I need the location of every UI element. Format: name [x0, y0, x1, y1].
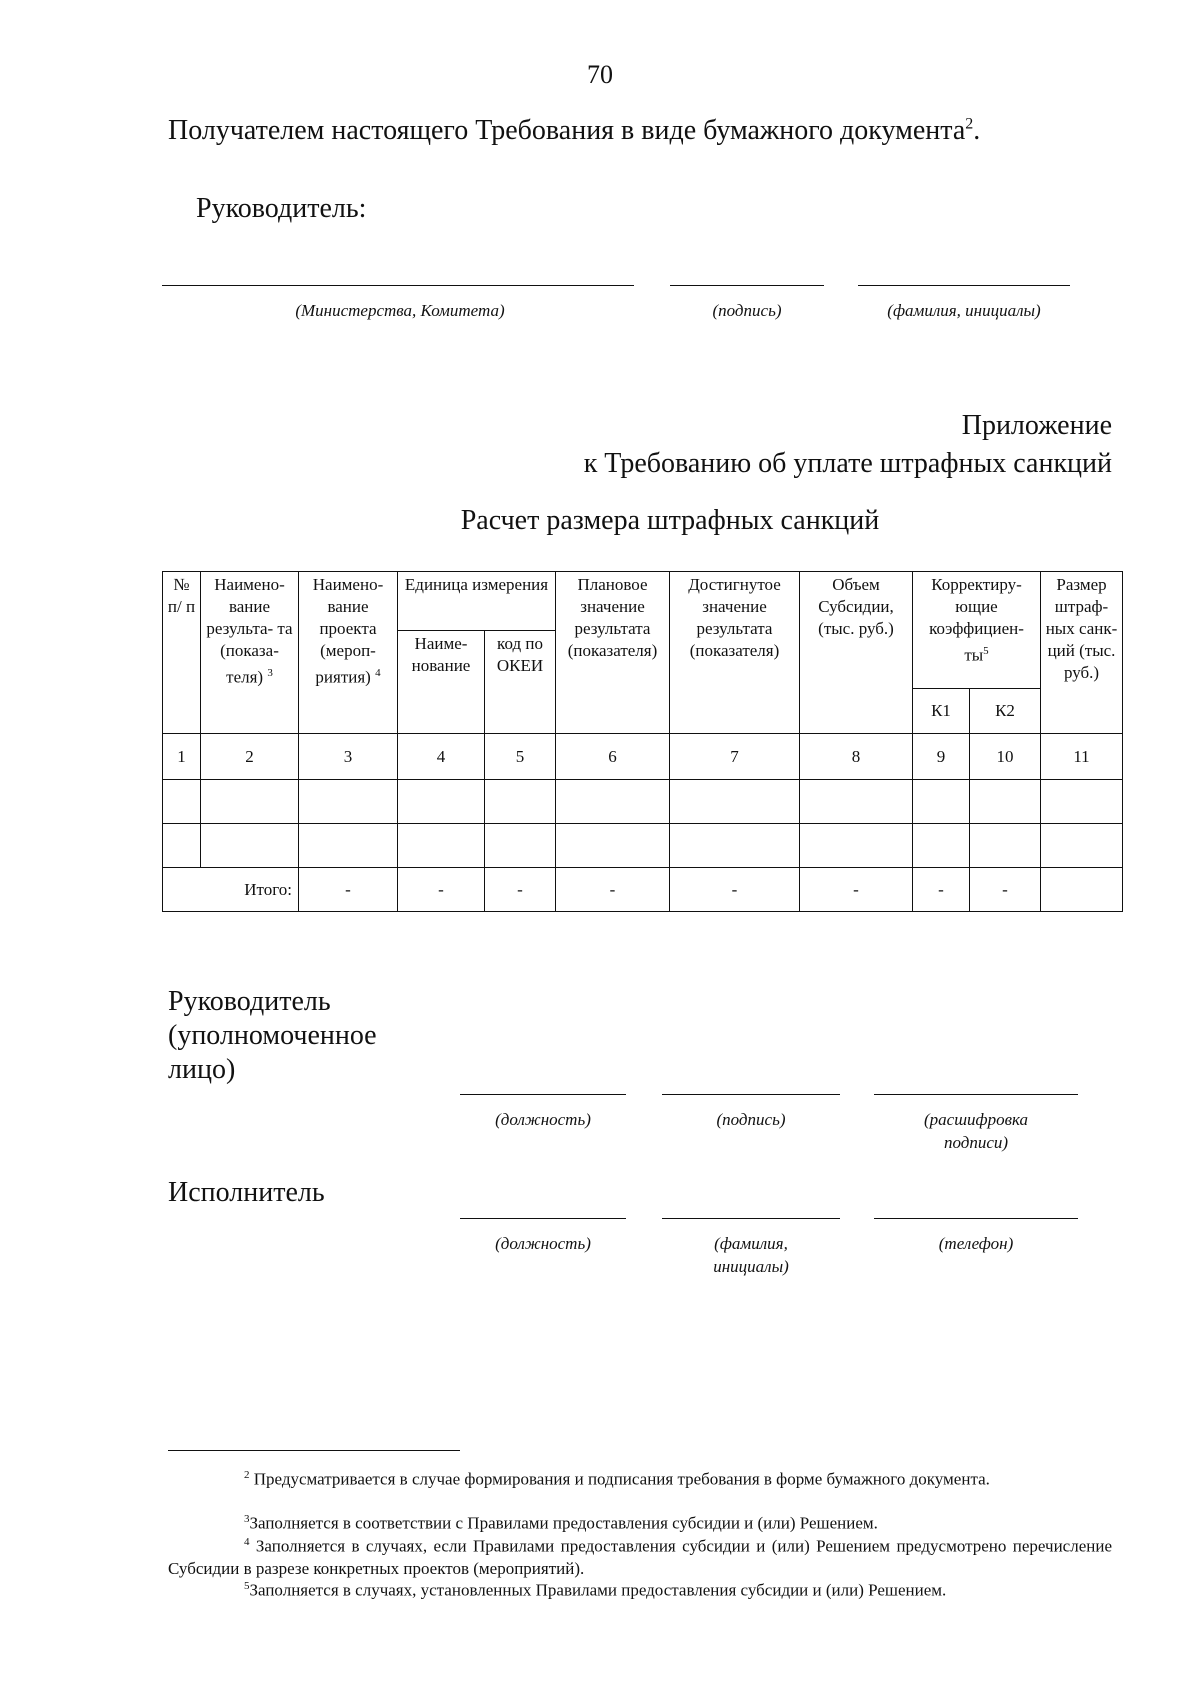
header-achieved-value: Достигнутое значение результата (показателя)	[670, 572, 800, 734]
manager-caption-sign: (подпись)	[716, 1110, 786, 1129]
colnum-cell: 7	[670, 734, 800, 780]
total-cell: -	[485, 868, 556, 912]
total-cell: -	[398, 868, 485, 912]
top-signature-line-sign	[670, 285, 824, 286]
total-label: Итого:	[163, 868, 299, 912]
header-coefficients: Корректиру- ющие коэффициен- $ты^5$	[913, 572, 1041, 689]
table-cell	[1041, 780, 1123, 824]
total-cell: -	[913, 868, 970, 912]
header-project-name: Наимено- вание проекта (мероп- риятия) $^4$	[299, 572, 398, 734]
column-number-row	[163, 734, 1123, 780]
top-signature-line-ministry	[162, 285, 634, 286]
executor-caption-position: (должность)	[495, 1234, 591, 1253]
appendix-heading	[584, 407, 1112, 483]
total-cell: -	[800, 868, 913, 912]
intro-footnote-mark: 2	[965, 115, 974, 133]
header-row-1	[163, 572, 1123, 631]
page-number: 70	[587, 60, 613, 89]
intro-text: Получателем настоящего Требования в виде бумажного документа	[168, 115, 966, 146]
colnum-cell: 3	[299, 734, 398, 780]
appendix-line-1: Приложение	[961, 410, 1112, 441]
sanctions-table	[162, 571, 1123, 912]
header-number: № п/ п	[163, 572, 201, 734]
executor-caption-phone: (телефон)	[938, 1234, 1014, 1253]
total-row	[163, 868, 1123, 912]
header-planned-value: Плановое значение результата (показателя)	[556, 572, 670, 734]
top-caption-ministry: (Министерства, Комитета)	[295, 301, 505, 320]
manager-caption-position: (должность)	[495, 1110, 591, 1129]
colnum-cell: 9	[913, 734, 970, 780]
top-manager-title: Руководитель:	[196, 193, 367, 224]
header-subsidy-volume: Объем Субсидии, (тыс. руб.)	[800, 572, 913, 734]
colnum-cell: 11	[1041, 734, 1123, 780]
colnum-cell: 5	[485, 734, 556, 780]
executor-line-name	[662, 1218, 840, 1219]
table-cell	[163, 824, 201, 868]
intro-paragraph	[168, 115, 980, 147]
calc-title: Расчет размера штрафных санкций	[460, 505, 880, 536]
table-cell	[556, 824, 670, 868]
appendix-line-2: к Требованию об уплате штрафных санкций	[583, 448, 1112, 479]
executor-line-position	[460, 1218, 626, 1219]
table-row	[163, 780, 1123, 824]
intro-end: .	[973, 115, 981, 146]
table-cell	[398, 780, 485, 824]
table-cell	[299, 780, 398, 824]
colnum-cell: 2	[201, 734, 299, 780]
footnote-2: $^2$ Предусматривается в случае формирования и подписания требования в форме бумажного документа.	[244, 1469, 990, 1489]
header-sanction-size: Размер штраф- ных санк- ций (тыс. руб.)	[1041, 572, 1123, 734]
table-cell	[201, 780, 299, 824]
manager-caption-decoding: (расшифровка подписи)	[923, 1110, 1029, 1152]
table-row	[163, 824, 1123, 868]
top-caption-sign: (подпись)	[712, 301, 782, 320]
table-cell	[163, 780, 201, 824]
table-cell	[485, 824, 556, 868]
footnote-3: $^3$Заполняется в соответствии с Правилами предоставления субсидии и (или) Решением.	[244, 1513, 878, 1533]
table-cell	[670, 780, 800, 824]
total-cell: -	[970, 868, 1041, 912]
colnum-cell: 6	[556, 734, 670, 780]
table-cell	[800, 780, 913, 824]
manager-line-sign	[662, 1094, 840, 1095]
executor-caption-name: (фамилия, инициалы)	[713, 1234, 789, 1276]
colnum-cell: 8	[800, 734, 913, 780]
colnum-cell: 10	[970, 734, 1041, 780]
table-cell	[556, 780, 670, 824]
table-cell	[670, 824, 800, 868]
bottom-manager-title: Руководитель (уполномоченное лицо)	[168, 986, 377, 1085]
table-cell	[485, 780, 556, 824]
total-cell-empty	[1041, 868, 1123, 912]
table-cell	[800, 824, 913, 868]
total-cell: -	[299, 868, 398, 912]
header-k1: К1	[913, 689, 970, 734]
table-cell	[913, 824, 970, 868]
manager-line-decoding	[874, 1094, 1078, 1095]
table-cell	[1041, 824, 1123, 868]
footnote-rule	[168, 1450, 460, 1451]
colnum-cell: 1	[163, 734, 201, 780]
table-cell	[970, 824, 1041, 868]
table-cell	[201, 824, 299, 868]
executor-line-phone	[874, 1218, 1078, 1219]
total-cell: -	[556, 868, 670, 912]
table-cell	[913, 780, 970, 824]
top-signature-line-name	[858, 285, 1070, 286]
table-cell	[970, 780, 1041, 824]
table-cell	[299, 824, 398, 868]
header-k2: К2	[970, 689, 1041, 734]
header-unit-code: код по ОКЕИ	[485, 631, 556, 734]
top-caption-name: (фамилия, инициалы)	[887, 301, 1041, 320]
total-cell: -	[670, 868, 800, 912]
header-unit-group: Единица измерения	[398, 572, 556, 631]
executor-title: Исполнитель	[168, 1177, 325, 1208]
colnum-cell: 4	[398, 734, 485, 780]
header-result-name: Наимено- вание результа- та (показа- теля) $^3$	[201, 572, 299, 734]
header-unit-name: Наиме- нование	[398, 631, 485, 734]
table-cell	[398, 824, 485, 868]
manager-line-position	[460, 1094, 626, 1095]
footnote-5: $^5$Заполняется в случаях, установленных Правилами предоставления субсидии и (или) Решением.	[244, 1580, 947, 1600]
footnote-4: $^4$ Заполняется в случаях, если Правилами предоставления субсидии и (или) Решением предусмотрено перечисление Субсидии в разрезе конкретных проектов (мероприятий).	[168, 1536, 1113, 1578]
